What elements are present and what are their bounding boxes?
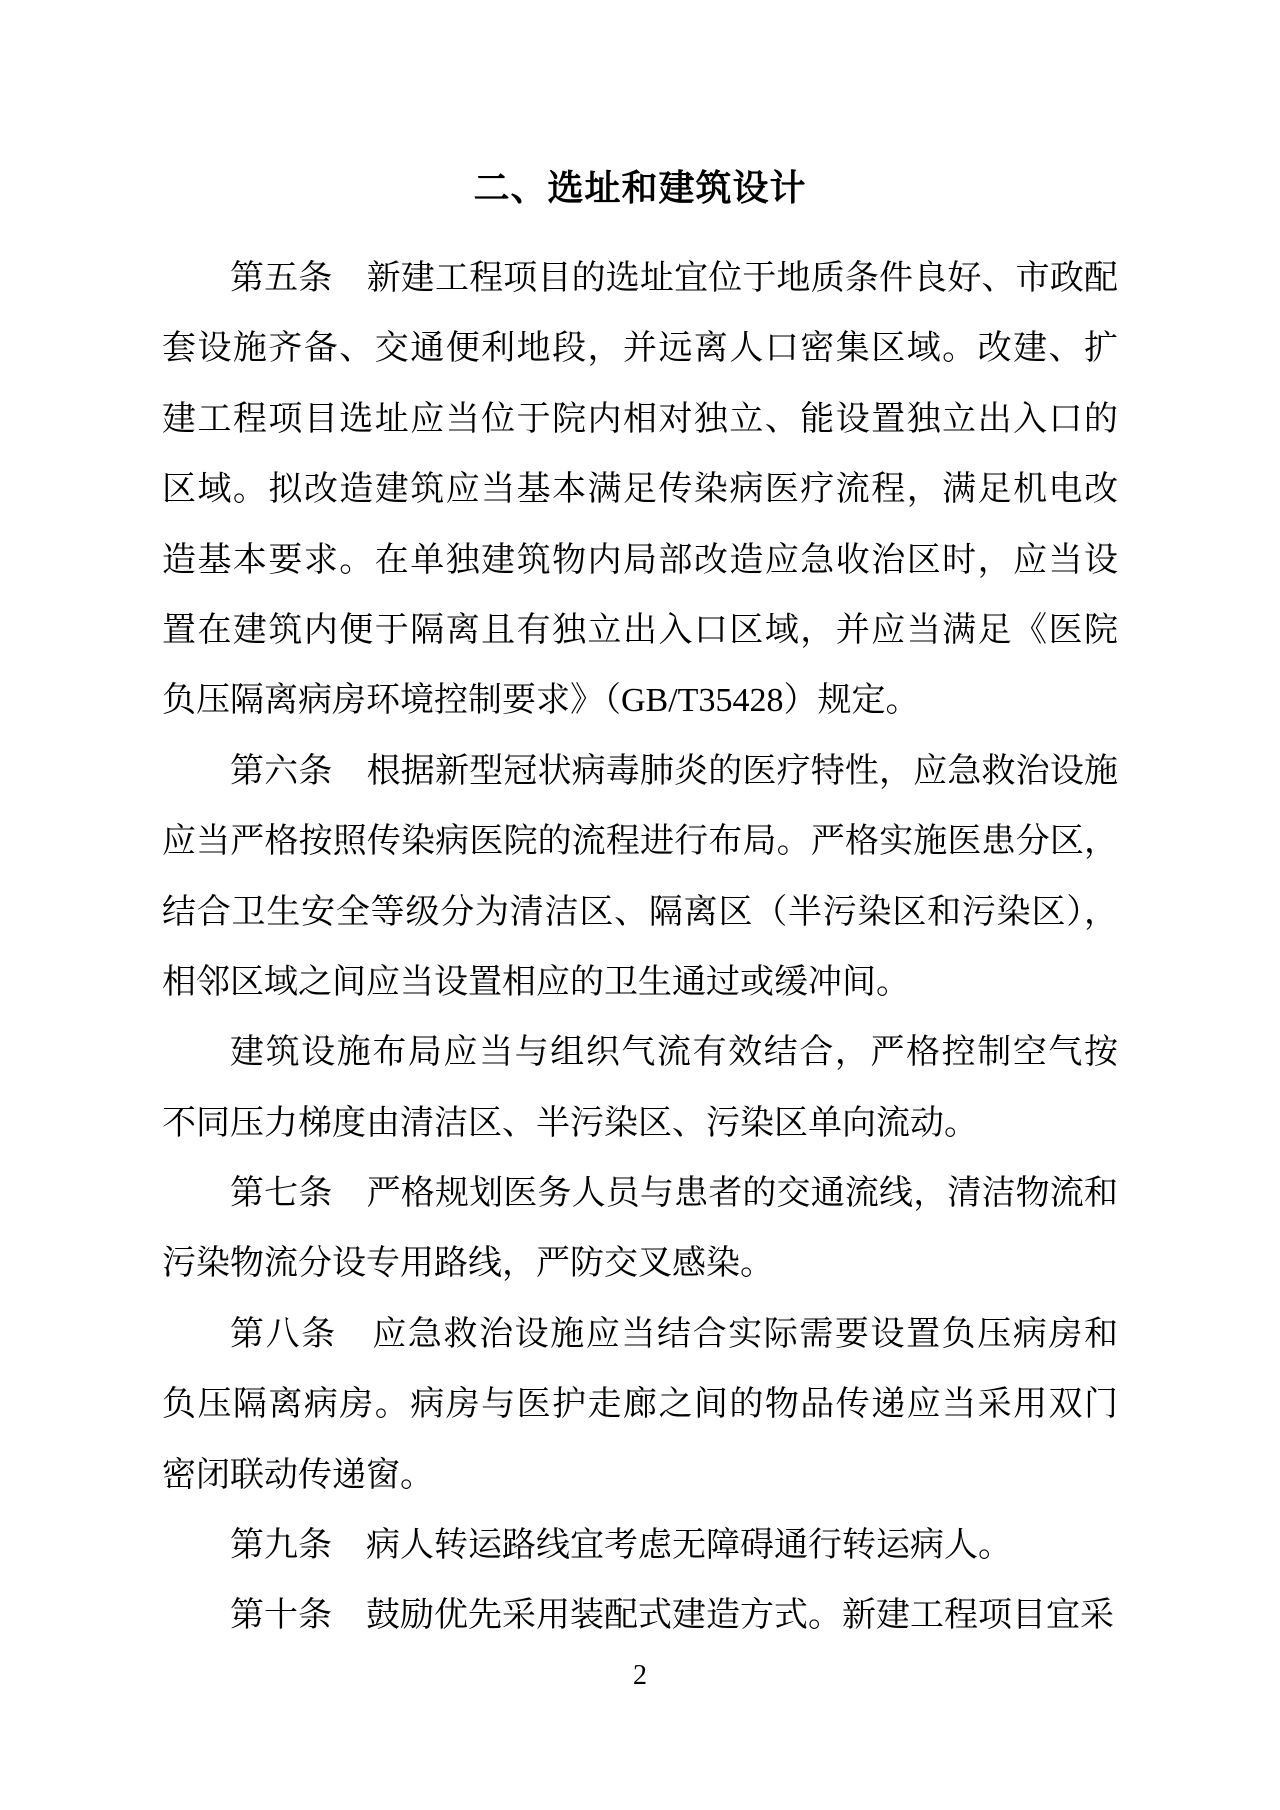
paragraph — [162, 244, 1118, 737]
paragraph — [162, 1581, 1118, 1651]
section-title: 二、选址和建筑设计 — [473, 167, 807, 208]
paragraph — [162, 1159, 1118, 1300]
text-line: 第六条 根据新型冠状病毒肺炎的医疗特性，应急救治设施 — [230, 752, 1118, 790]
text-line: 造基本要求。在单独建筑物内局部改造应急收治区时，应当设 — [162, 541, 1118, 579]
text-line: 相邻区域之间应当设置相应的卫生通过或缓冲间。 — [162, 963, 910, 1001]
text-line: 不同压力梯度由清洁区、半污染区、污染区单向流动。 — [162, 1104, 978, 1142]
text-line: 建筑设施布局应当与组织气流有效结合，严格控制空气按 — [230, 1034, 1118, 1072]
text-line: 结合卫生安全等级分为清洁区、隔离区（半污染区和污染区）， — [162, 893, 1118, 931]
document-body — [162, 244, 1118, 1652]
text-line: 应当严格按照传染病医院的流程进行布局。严格实施医患分区， — [162, 823, 1118, 861]
text-line: 负压隔离病房。病房与医护走廊之间的物品传递应当采用双门 — [162, 1386, 1118, 1424]
paragraph — [162, 1018, 1118, 1159]
text-line: 置在建筑内便于隔离且有独立出入口区域，并应当满足《医院 — [162, 611, 1118, 649]
text-line: 负压隔离病房环境控制要求》（GB/T35428）规定。 — [162, 682, 920, 720]
text-line: 第十条 鼓励优先采用装配式建造方式。新建工程项目宜采 — [230, 1597, 1114, 1635]
text-line: 第五条 新建工程项目的选址宜位于地质条件良好、市政配 — [230, 260, 1118, 297]
text-line: 污染物流分设专用路线，严防交叉感染。 — [162, 1245, 774, 1283]
paragraph — [162, 737, 1118, 1019]
text-line: 区域。拟改造建筑应当基本满足传染病医疗流程，满足机电改 — [162, 471, 1118, 509]
text-line: 第七条 严格规划医务人员与患者的交通流线，清洁物流和 — [230, 1175, 1118, 1213]
paragraph — [162, 1300, 1118, 1511]
text-line: 密闭联动传递窗。 — [162, 1456, 434, 1494]
text-line: 第九条 病人转运路线宜考虑无障碍通行转运病人。 — [230, 1527, 1012, 1565]
paragraph — [162, 1511, 1118, 1581]
text-line: 套设施齐备、交通便利地段，并远离人口密集区域。改建、扩 — [162, 330, 1118, 368]
page-number: 2 — [633, 1660, 647, 1691]
text-line: 建工程项目选址应当位于院内相对独立、能设置独立出入口的 — [162, 400, 1118, 438]
text-line: 第八条 应急救治设施应当结合实际需要设置负压病房和 — [230, 1315, 1118, 1353]
